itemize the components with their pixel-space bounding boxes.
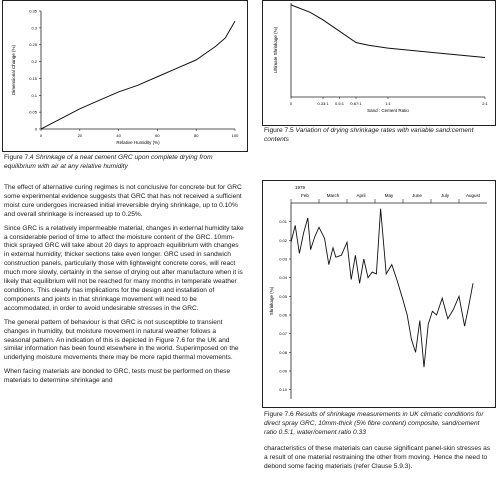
figure-7-6-plot (263, 181, 495, 407)
month-label: March (326, 193, 340, 198)
series-line (41, 21, 235, 129)
figure-7-4-chart (2, 0, 248, 152)
y-axis-label: Shrinkage (%) (269, 286, 274, 316)
y-tick-label: 0.2 (31, 59, 37, 65)
y-tick-label: 0.1 (31, 92, 37, 98)
x-tick-label: 80 (193, 133, 199, 138)
x-tick-label: 0.33:1 (317, 101, 329, 106)
x-tick-label: 60 (155, 133, 160, 138)
x-tick-label: 0 (39, 133, 43, 138)
paragraph: The general pattern of behaviour is that GRC is not susceptible to transient changes in humidity, but moisture movement in natural weather follows a seasonal pattern. An indication of this is depicted in Figure 7.6 for the UK and similar information has been found elsewhere in the world. Superimposed on the underlying moisture movements there may be more rapid thermal movements. (4, 318, 239, 362)
figure-7-6-chart (262, 180, 496, 408)
month-label: July (440, 193, 450, 198)
x-tick-label: 100 (231, 133, 239, 138)
series-line (291, 209, 473, 368)
y-tick-label: 0.05 (29, 109, 37, 115)
x-tick-label: 2:1 (482, 101, 488, 106)
paragraph: characteristics of these materials can cause significant panel-skin stresses as a result of one material restraining the other from moving. Hence the need to debond some facing materials (refer Clause 5.9.3). (264, 445, 491, 470)
x-tick-label: 0.5:1 (335, 101, 344, 106)
y-axis-label: Dimensional Change (%) (11, 44, 16, 96)
y-tick-label: 0.03 (279, 256, 287, 262)
figure-7-5-caption (264, 126, 494, 144)
x-tick-label: 0 (289, 101, 293, 106)
figure-7-5-chart (262, 0, 496, 126)
figure-caption-text: Variation of drying shrinkage rates with variable sand:cement contents (264, 127, 474, 143)
y-tick-label: 0.07 (279, 331, 287, 337)
y-tick-label: 0.10 (279, 387, 287, 393)
y-tick-label: 0.02 (279, 237, 287, 243)
figure-caption-text: Shrinkage of a neat cement GRC upon complete drying from equilibrium with air at any relative humidity (4, 154, 213, 170)
y-tick-label: 0.25 (29, 42, 37, 48)
y-tick-label: 0.3 (31, 25, 37, 31)
body-text-right (264, 445, 494, 477)
series-line (291, 5, 485, 58)
y-tick-label: 0.01 (279, 219, 287, 225)
x-axis-label: Relative Humidity (%) (116, 140, 160, 145)
month-label: August (465, 193, 481, 198)
y-tick-label: 0.15 (29, 75, 37, 81)
y-tick-label: 0.08 (279, 349, 287, 355)
figure-7-5-plot (263, 1, 495, 125)
y-tick-label: 0.05 (279, 293, 287, 299)
y-axis-label: Ultimate Shrinkage (%) (273, 26, 278, 74)
figure-label: Figure 7.6 (264, 411, 294, 418)
body-text-left (4, 184, 244, 391)
x-tick-label: 20 (77, 133, 83, 138)
figure-label: Figure 7.5 (264, 127, 294, 134)
y-tick-label: 0.04 (279, 275, 287, 281)
x-tick-label: 1:1 (385, 101, 391, 106)
x-tick-label: 40 (116, 133, 121, 138)
month-label: June (412, 193, 422, 198)
x-axis-label: Sand : Cement Ratio (367, 108, 409, 113)
y-tick-label: 0.06 (279, 312, 287, 318)
month-label: April (356, 193, 366, 198)
y-tick-label: 0.09 (279, 368, 287, 374)
figure-7-4-plot (3, 1, 247, 151)
figure-label: Figure 7.4 (4, 154, 34, 161)
year-label: 1979 (295, 185, 306, 190)
y-tick-label: 0 (34, 126, 37, 132)
month-label: May (384, 193, 394, 198)
paragraph: The effect of alternative curing regimes is not conclusive for concrete but for GRC some experimental evidence suggests that GRC that has not received a sufficient moist cure undergoes increased initial irreversible drying shrinkage, up to 0.10% and overall shrinkage is increased up to 0.25%. (4, 184, 242, 218)
month-label: Feb (301, 193, 309, 198)
paragraph: When facing materials are bonded to GRC, tests must be performed on these materials to determine shrinkage and (4, 368, 231, 385)
x-tick-label: 0.67:1 (350, 101, 362, 106)
figure-7-4-caption (4, 153, 244, 171)
figure-7-6-caption (264, 410, 494, 437)
figure-caption-text: Results of shrinkage measurements in UK climatic conditions for direct spray GRC, 10mm-thick (5% fibre content) composite, sand/cement ratio 0.5:1, water/cement ratio 0.33 (264, 411, 484, 436)
y-tick-label: 0.35 (29, 8, 37, 14)
paragraph: Since GRC is a relatively impermeable material, changes in external humidity take a considerable period of time to affect the moisture content of the GRC. 10mm-thick sprayed GRC will take about 20 days to approach equilibrium with changes in external humidity; thicker sections take even longer. GRC used in sandwich construction panels, particularly those with lightweight concrete cores, will react much more slowly, certainly in the sense of drying out after manufacture when it is likely that equilibrium will not be reached for many months in temperate weather conditions. This clearly has implications for the design and installation of components and joints in that shrinkage movement will need to be accommodated, in order to avoid undesirable stresses in the GRC. (4, 224, 244, 312)
